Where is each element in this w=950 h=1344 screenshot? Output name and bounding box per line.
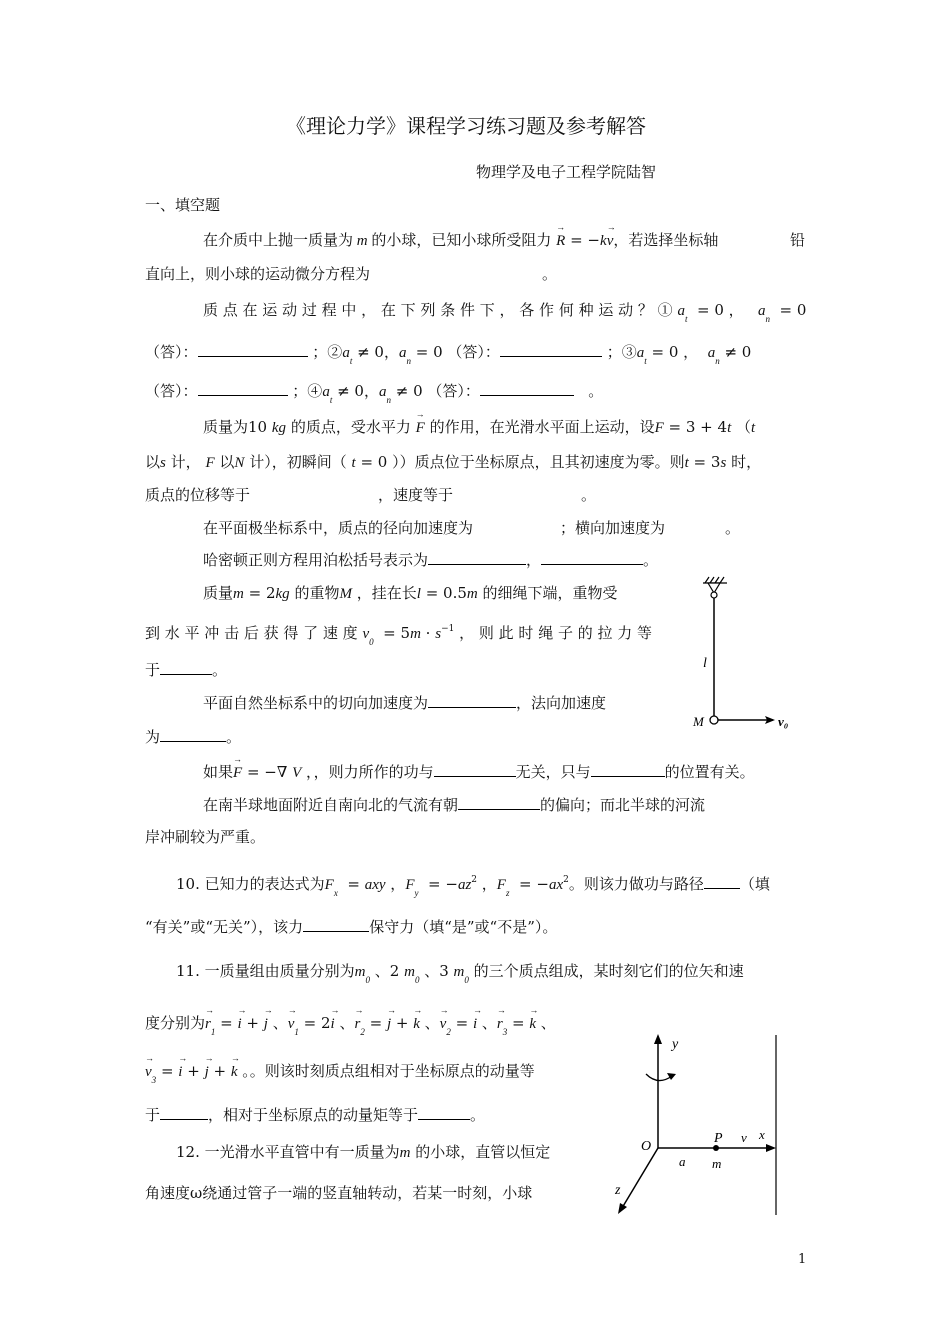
length-label: l [703, 656, 707, 671]
question-11-line-2: 度分别为→ $r_1$ = → i + → j 、→ $v_1 = 2\to i$ 、→ $r_2$ = → j + → k 、→ $v_2$ = → i 、→ $r_3$ = → k 、 [145, 1012, 556, 1033]
q11-text-6: ，相对于坐标原点的动量矩等于 [208, 1106, 419, 1124]
q3-text-2: 的质点，受水平力 [290, 418, 411, 436]
q8-text-2: ，则力所作的功与 [313, 763, 434, 781]
answer-blank[interactable] [704, 874, 740, 889]
question-3-line-3 [145, 484, 596, 505]
q3-text-6: 计， [170, 453, 201, 471]
y-label: y [672, 1037, 679, 1052]
answer-blank[interactable] [458, 795, 540, 810]
q3-text-3: 的作用，在光滑水平面上运动，设 [429, 418, 655, 436]
q12-text-1: 一光滑水平直管中有一质量为 [204, 1143, 400, 1161]
q4-text-2: ；横向加速度为 [560, 519, 666, 537]
question-12-line-2: 角速度ω绕通过管子一端的竖直轴转动，若某一时刻，小球 [145, 1184, 533, 1202]
answer-blank[interactable] [428, 693, 516, 708]
question-11-line-4 [145, 1104, 485, 1125]
p-label: P [714, 1131, 723, 1146]
question-10-line-2 [145, 916, 557, 937]
answer-blank[interactable] [198, 342, 308, 357]
q11-text-5: 于 [145, 1106, 161, 1124]
rotation-arrow-icon [646, 1074, 672, 1081]
q6-text-8: 。 [212, 661, 228, 679]
q5-text-1: 哈密顿正则方程用泊松括号表示为 [203, 551, 429, 569]
q1-text-6: 。 [542, 265, 558, 283]
question-4 [203, 517, 740, 538]
question-2-line-1: 质 点 在 运 动 过 程 中 ， 在 下 列 条 件 下 ， 各 作 何 种 运 动 ？ ① $a_t = 0$ ， $a_n = 0$ [203, 301, 807, 324]
q3-text-1: 质量为 [203, 418, 249, 436]
q2-text-1: 质 点 在 运 动 过 程 中 ， 在 下 列 条 件 下 ， 各 作 何 种 运 动 ？ ① [203, 301, 673, 319]
mass-circle [710, 716, 718, 724]
q4-text-3: 。 [725, 519, 741, 537]
question-6-line-1: 质量m = 2kg 的重物M ，挂在长l = 0.5m 的细绳下端，重物受 [203, 584, 618, 602]
q2-end: 。 [588, 382, 604, 400]
origin-label: O [641, 1139, 652, 1154]
q10-text-2: 。则该力做功与路径 [568, 875, 704, 893]
y-arrowhead [654, 1034, 662, 1044]
answer-blank[interactable] [160, 1105, 208, 1120]
q3-text-13: 。 [581, 486, 597, 504]
q3-text-9: ）质点位于坐标原点，且其初速度为零。则 [399, 453, 685, 471]
question-3-line-2: 以s 计， F 以N 计），初瞬间（ t = 0 ））质点位于坐标原点，且其初速度为零。则t = 3s 时， [145, 453, 762, 471]
v-label: v [741, 1130, 747, 1145]
question-2-line-2: （答）： ；$②a_t \ne 0$，$a_n = 0$ （答）： ；$③a_t = 0$ ， $a_n \ne 0$ [145, 343, 752, 366]
question-11-line-1: 11. 一质量组由质量分别为$m_0$ 、2 $m_0$ 、3 $m_0$ 的三个质点组成，某时刻它们的位矢和速 [176, 962, 744, 985]
q2-answer-label-1: （答）： [145, 343, 198, 361]
section-heading: 一、填空题 [145, 196, 221, 214]
q2-cond-3: ；③ [606, 343, 637, 361]
x-label: x [759, 1127, 765, 1142]
x-arrowhead [766, 1144, 776, 1152]
q6-text-5: 到 水 平 冲 击 后 获 得 了 速 度 [145, 624, 358, 642]
q7-text-1: 平面自然坐标系中的切向加速度为 [203, 694, 429, 712]
question-7-line-1 [203, 692, 606, 713]
q5-text-2: ， [526, 551, 542, 569]
z-label: z [615, 1183, 621, 1198]
q10-text-4: “有关”或“无关”），该力 [145, 918, 304, 936]
answer-blank[interactable] [500, 342, 602, 357]
q7-text-4: 。 [226, 728, 242, 746]
q10-text-3: （填 [739, 875, 770, 893]
q3-text-12: ，速度等于 [378, 486, 454, 504]
question-1-line-1: 在介质中上抛一质量为 m 的小球，已知小球所受阻力 → R = −k→ v，若选择坐标轴 [203, 229, 718, 250]
q3-text-7: 以 [219, 453, 235, 471]
q1-text-3: ，若选择坐标轴 [613, 231, 719, 249]
answer-blank[interactable] [541, 550, 643, 565]
q12-text-2: 的小球，直管以恒定 [415, 1143, 551, 1161]
q7-text-2: ，法向加速度 [516, 694, 607, 712]
q11-text-3: 度分别为 [145, 1014, 206, 1032]
q2-answer-label-2: （答）： [447, 343, 500, 361]
m-label: m [712, 1156, 722, 1171]
answer-blank[interactable] [303, 917, 369, 932]
question-8: 如果→ F = −∇ V ，，则力所作的功与 无关，只与 的位置有关。 [203, 761, 755, 782]
question-7-line-2 [145, 726, 241, 747]
q11-text-2: 的三个质点组成，某时刻它们的位矢和速 [473, 962, 744, 980]
question-6-line-3 [145, 659, 227, 680]
z-arrowhead [618, 1203, 627, 1214]
q2-answer-label-4: （答）： [427, 382, 480, 400]
ceiling-hatch [703, 577, 727, 583]
q3-text-10: 时， [731, 453, 762, 471]
answer-blank[interactable] [418, 1105, 470, 1120]
z-axis [622, 1148, 658, 1208]
q8-text-4: 的位置有关。 [664, 763, 755, 781]
v0-label: v₀ [778, 714, 789, 729]
question-5 [203, 549, 658, 570]
answer-blank[interactable] [434, 762, 516, 777]
question-11-line-3: → $v_3$ = → i + → j + → k 。。则该时刻质点组相对于坐标原点的动量等 [145, 1060, 535, 1081]
q3-text-8: 计），初瞬间（ [249, 453, 347, 471]
answer-blank[interactable] [160, 727, 226, 742]
answer-blank[interactable] [480, 381, 574, 396]
q1-text-5: 直向上，则小球的运动微分方程为 [145, 265, 371, 283]
q6-text-6: ， 则 此 时 绳 子 的 拉 力 等 [459, 624, 653, 642]
question-9-line-1 [203, 794, 705, 815]
q6-text-1: 质量 [203, 584, 234, 602]
q3-text-11: 质点的位移等于 [145, 486, 251, 504]
q8-text-1: 如果 [203, 763, 234, 781]
question-12-line-1: 12. 一光滑水平直管中有一质量为m 的小球，直管以恒定 [176, 1143, 551, 1161]
pendulum-figure [685, 575, 805, 735]
question-3-line-1: 质量为10 kg 的质点，受水平力 → F 的作用，在光滑水平面上运动，设F = 3 + 4t （t [203, 416, 755, 437]
question-10-line-1: 10. 已知力的表达式为$F_x$ = axy ，$F_y = -az^2$ ，$F_z = -ax^2$。则该力做功与路径 （填 [176, 875, 770, 898]
q2-cond-2: ；② [312, 343, 343, 361]
q6-text-3: ，挂在长 [356, 584, 417, 602]
q4-text-1: 在平面极坐标系中，质点的径向加速度为 [203, 519, 474, 537]
pivot-pin [711, 592, 717, 598]
q1-text-2: 的小球，已知小球所受阻力 [371, 231, 552, 249]
q11-text-7: 。 [470, 1106, 486, 1124]
page-number: 1 [798, 1252, 807, 1267]
q8-text-3: 无关，只与 [515, 763, 591, 781]
q10-text-5: 保守力（填“是”或“不是”）。 [369, 918, 558, 936]
q10-text-1: 已知力的表达式为 [204, 875, 325, 893]
author-line: 物理学及电子工程学院陆智 [476, 163, 657, 181]
q12-number: 12. [176, 1143, 200, 1161]
question-1-line-2 [145, 263, 557, 284]
q11-text-4: 。则该时刻质点组相对于坐标原点的动量等 [249, 1062, 535, 1080]
q9-text-1: 在南半球地面附近自南向北的气流有朝 [203, 796, 459, 814]
question-1-tail: 铅 [790, 231, 806, 249]
q1-text-1: 在介质中上抛一质量为 [203, 231, 354, 249]
q11-number: 11. [176, 962, 200, 980]
answer-blank[interactable] [160, 660, 212, 675]
q2-cond-4: ；④ [292, 382, 323, 400]
answer-blank[interactable] [428, 550, 526, 565]
q2-answer-label-3: （答）： [145, 382, 198, 400]
answer-blank[interactable] [591, 762, 665, 777]
q10-number: 10. [176, 875, 200, 893]
rotating-tube-figure [610, 1030, 795, 1220]
question-9-line-2: 岸冲刷较为严重。 [145, 828, 266, 846]
q6-text-7: 于 [145, 661, 161, 679]
a-label: a [679, 1154, 686, 1169]
question-2-line-3: （答）： ；$④a_t \ne 0$，$a_n \ne 0$ （答）： 。 [145, 382, 604, 405]
q5-text-3: 。 [643, 551, 659, 569]
page-title: 《理论力学》课程学习练习题及参考解答 [286, 114, 646, 138]
q3-text-4: （ [736, 418, 752, 436]
mass-label: M [693, 714, 704, 729]
q3-text-5: 以 [145, 453, 161, 471]
question-6-line-2: 到 水 平 冲 击 后 获 得 了 速 度 $v_0 = 5m \cdot s^{-1}$ ， 则 此 时 绳 子 的 拉 力 等 [145, 624, 653, 647]
answer-blank[interactable] [198, 381, 288, 396]
q7-text-3: 为 [145, 728, 161, 746]
q6-text-2: 的重物 [294, 584, 340, 602]
q11-text-1: 一质量组由质量分别为 [204, 962, 355, 980]
q9-text-2: 的偏向；而北半球的河流 [540, 796, 706, 814]
q6-text-4: 的细绳下端，重物受 [482, 584, 618, 602]
